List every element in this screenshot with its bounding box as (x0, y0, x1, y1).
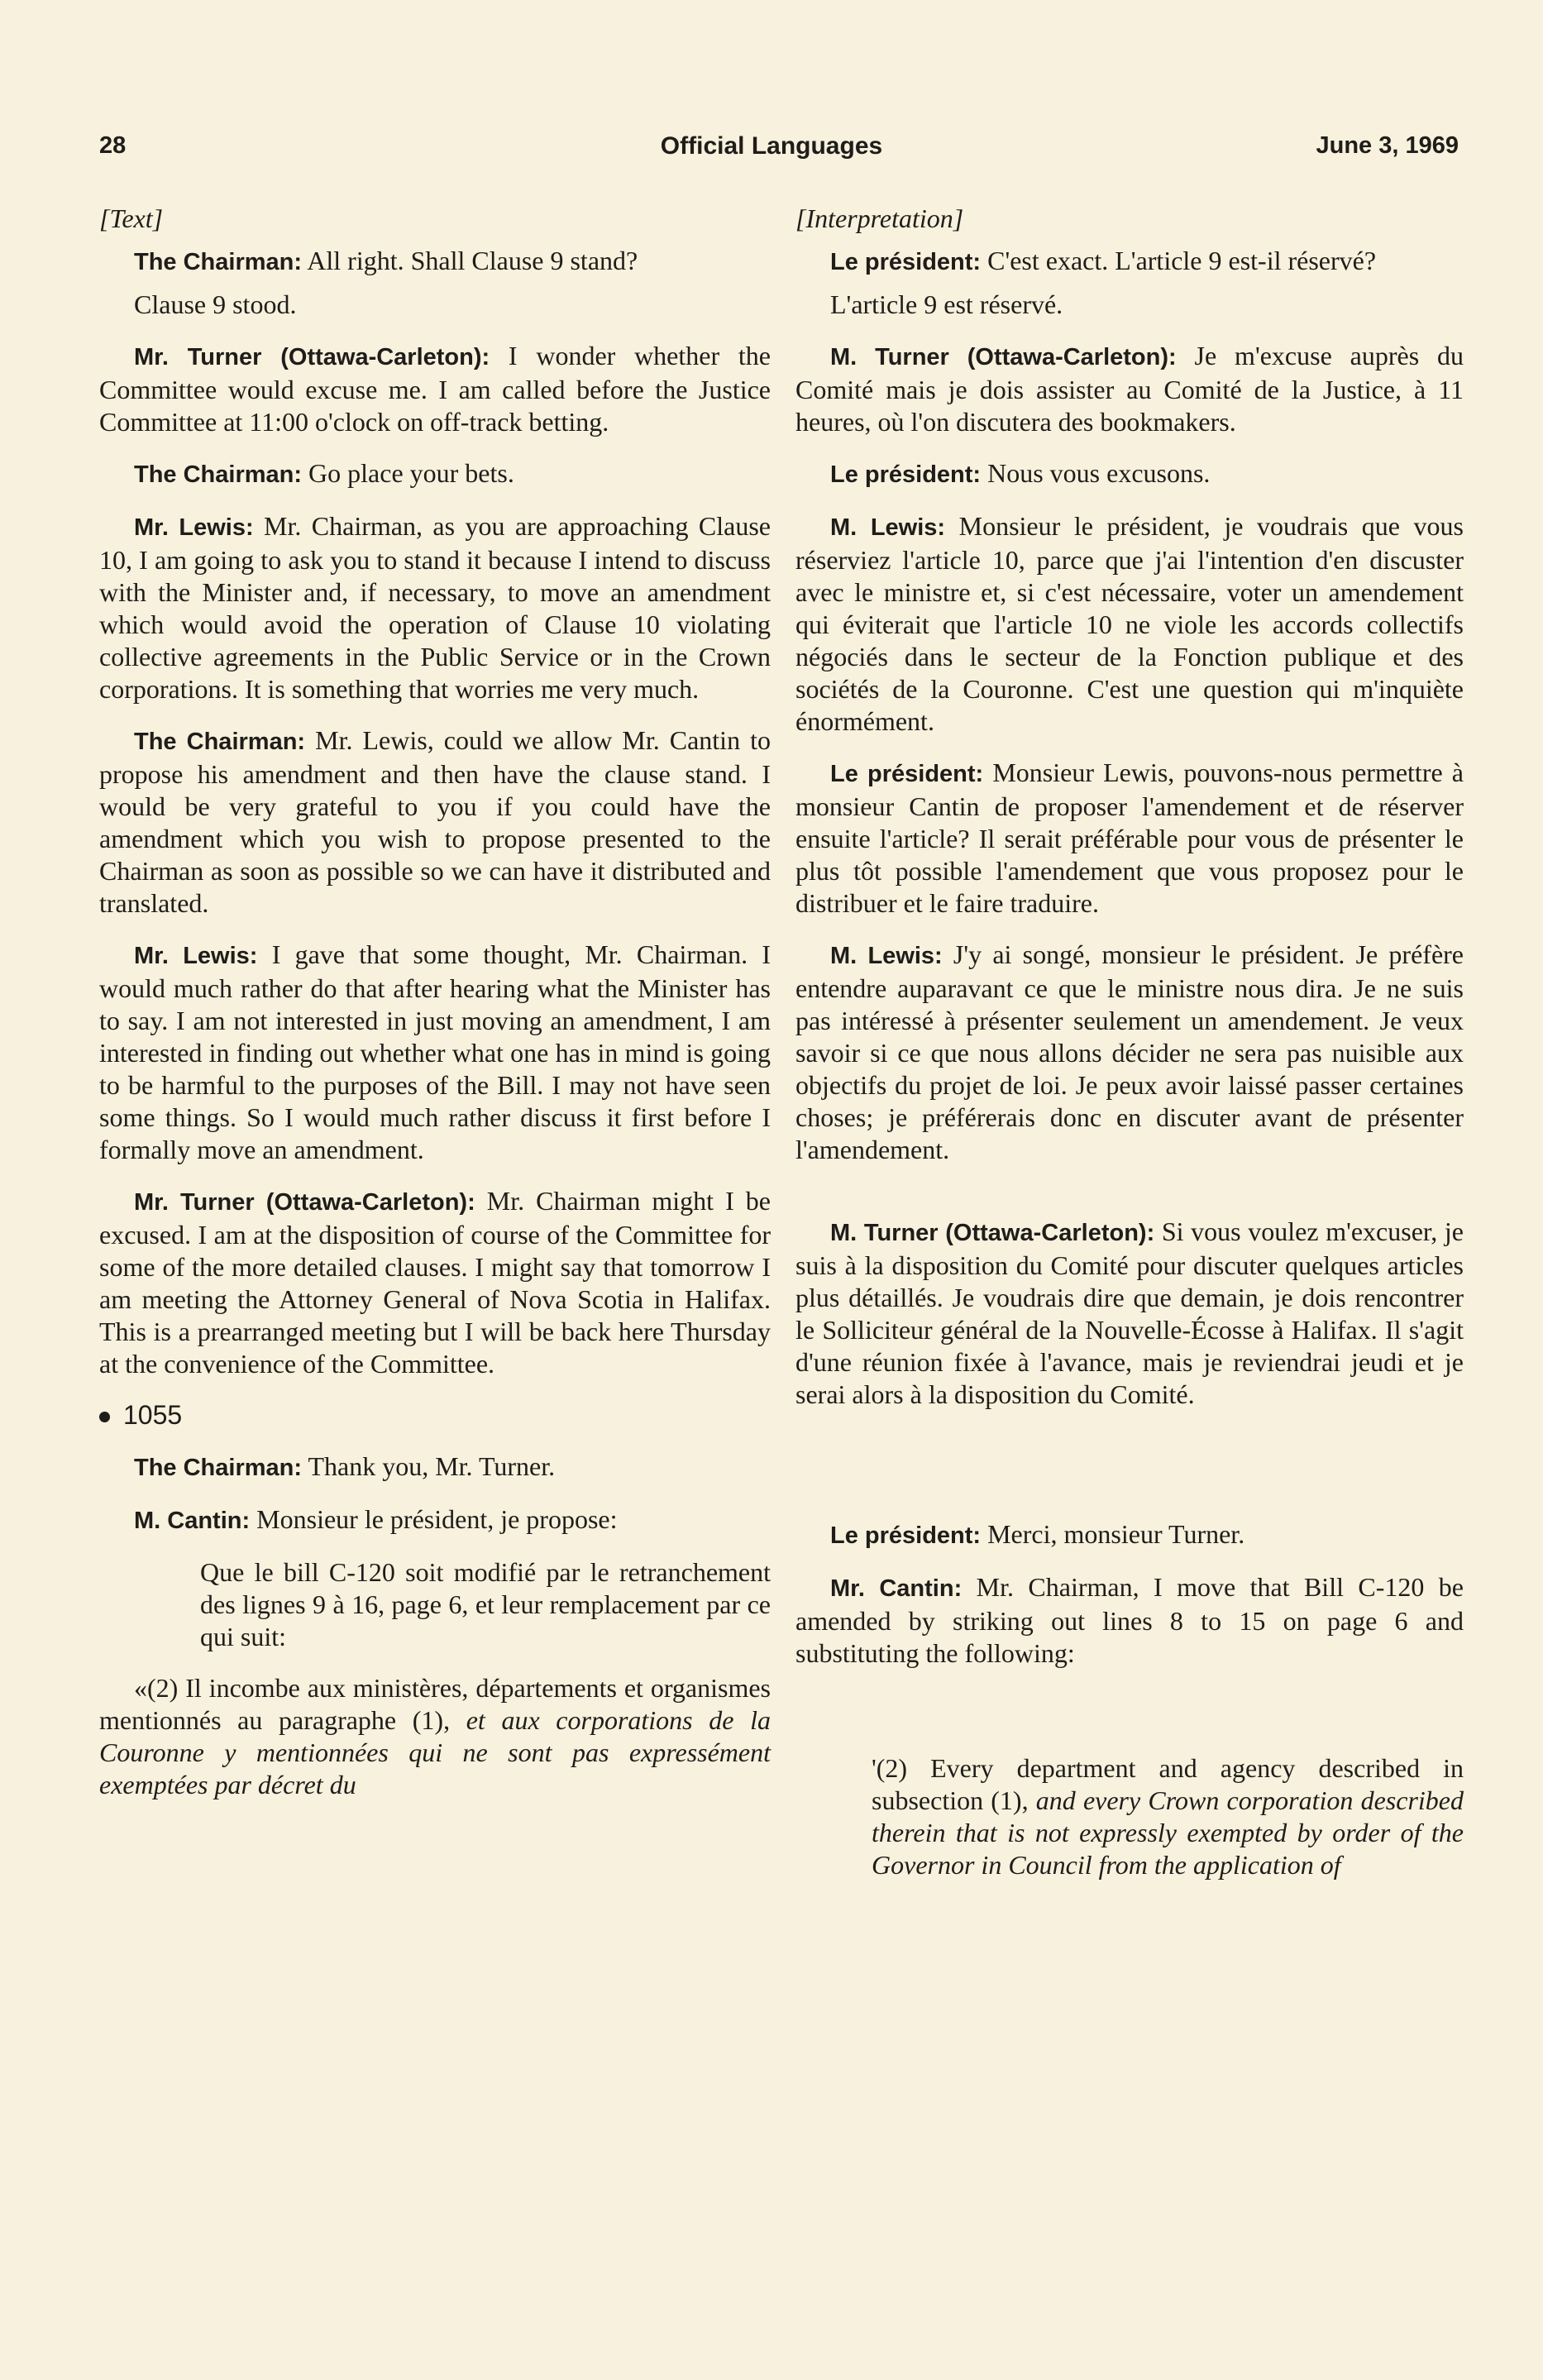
paragraph (795, 1518, 1464, 1552)
amendment-plain: «(2) Il incombe aux ministères, départements et organismes mentionnés au paragraphe (1), (99, 1673, 771, 1735)
speech-text: Thank you, Mr. Turner. (302, 1451, 556, 1481)
amendment-italic: et aux corporations de la Couronne y mentionnées qui ne sont pas expressément exemptées par décret du (99, 1705, 771, 1799)
speaker-name: The Chairman: (134, 1455, 303, 1481)
paragraph (99, 340, 771, 438)
paragraph (795, 757, 1464, 920)
speaker-name: Mr. Cantin: (830, 1575, 963, 1602)
speech-text: All right. Shall Clause 9 stand? (302, 246, 638, 275)
paragraph (795, 457, 1464, 491)
speech-text: Nous vous excusons. (981, 458, 1211, 488)
running-title: Official Languages (660, 132, 883, 160)
paragraph (99, 1503, 771, 1537)
paragraph: L'article 9 est réservé. (830, 289, 1063, 319)
speaker-name: M. Lewis: (830, 943, 943, 969)
amendment-italic: and every Crown corporation described therein that is not expressly exempted by order of the Governor in Council from the application of (872, 1785, 1464, 1880)
time-marker-text: 1055 (123, 1400, 183, 1430)
page-number: 28 (99, 132, 127, 159)
speech-text: Mr. Lewis, could we allow Mr. Cantin to propose his amendment and then have the clause stand. I would be very grateful to you if you could have the amendment which you wish to propose presented to the Chairman as soon as possible so we can have it distributed and translated. (99, 725, 772, 918)
speaker-name: The Chairman: (134, 729, 306, 755)
speech-text: Mr. Chairman might I be excused. I am at the disposition of course of the Committee for some of the more detailed clauses. I might say that tomorrow I am meeting the Attorney General of Nova Scotia in Halifax. This is a prearranged meeting but I will be back here Thursday at the convenience of the Committee. (99, 1186, 771, 1379)
paragraph (795, 1571, 1464, 1670)
speech-text: Mr. Chairman, I move that Bill C-120 be amended by striking out lines 8 to 15 on page 6 and substituting the following: (795, 1572, 1464, 1668)
paragraph (795, 340, 1464, 438)
speaker-name: Le président: (830, 761, 984, 787)
paragraph (795, 245, 1464, 279)
paragraph (99, 457, 771, 491)
paragraph (795, 939, 1464, 1166)
speaker-name: Mr. Turner (Ottawa-Carleton): (134, 344, 490, 370)
speaker-name: M. Lewis: (830, 514, 946, 541)
speech-text: I gave that some thought, Mr. Chairman. I would much rather do that after hearing what the Minister has to say. I am not interested in just moving an amendment, I am interested in finding out whether what one has in mind is going to be harmful to the purposes of the Bill. I may not have seen some things. So I would much rather discuss it first before I formally move an amendment. (99, 939, 772, 1164)
speech-text: J'y ai songé, monsieur le président. Je préfère entendre auparavant ce que le ministre nous dira. Je ne suis pas intéressé à présenter seulement un amendement. Je veux savoir si ce que nous allons décider ne sera pas nuisible aux objectifs du projet de loi. Je peux avoir laissé passer certaines choses; je préférerais donc en discuter avant de présenter l'amendement. (795, 939, 1464, 1164)
speaker-name: Le président: (830, 1522, 982, 1549)
paragraph: Clause 9 stood. (134, 289, 297, 319)
paragraph (795, 510, 1464, 738)
paragraph (99, 245, 771, 279)
speaker-name: M. Turner (Ottawa-Carleton): (830, 1220, 1155, 1246)
speaker-name: The Chairman: (134, 249, 303, 275)
speech-text: Monsieur le président, je voudrais que vous réserviez l'article 10, parce que j'ai l'intention d'en discuster avec le ministre et, si c'est nécessaire, voter un amendement qui éviterait que l'article 10 ne viole les accords collectifs négociés dans le secteur de la Fonction publique et des sociétés de la Couronne. C'est une question qui m'inquiète énormément. (795, 511, 1464, 736)
page-header (0, 132, 1543, 169)
speech-text: Mr. Chairman, as you are approaching Clause 10, I am going to ask you to stand it because I intend to discuss with the Minister and, if necessary, to move an amendment which would avoid the operation of Clause 10 violating collective agreements in the Public Service or in the Crown corporations. It is something that worries me very much. (99, 511, 772, 704)
speaker-name: Mr. Turner (Ottawa-Carleton): (134, 1189, 475, 1216)
speech-text: Je m'excuse auprès du Comité mais je dois assister au Comité de la Justice, à 11 heures, où l'on discutera des bookmakers. (795, 341, 1464, 437)
paragraph (99, 724, 771, 920)
paragraph (99, 1450, 771, 1484)
speech-text: Go place your bets. (302, 458, 514, 488)
bullet-icon (99, 1412, 110, 1422)
speaker-name: Mr. Lewis: (134, 943, 258, 969)
speaker-name: M. Cantin: (134, 1508, 251, 1534)
speaker-name: Mr. Lewis: (134, 514, 254, 541)
speaker-name: The Chairman: (134, 461, 303, 488)
header-date: June 3, 1969 (1316, 132, 1459, 159)
right-column (795, 203, 1464, 1881)
paragraph (99, 939, 771, 1166)
speaker-name: Le président: (830, 249, 982, 275)
amendment-text (99, 1672, 771, 1801)
paragraph (795, 1216, 1464, 1411)
paragraph (99, 510, 771, 705)
section-label: [Interpretation] (795, 203, 964, 233)
speech-text: Si vous voulez m'excuser, je suis à la disposition du Comité pour discuter quelques articles plus détaillés. Je voudrais dire que demain, je dois rencontrer le Solliciteur général de la Nouvelle-Écosse à Halifax. Il s'agit d'une réunion fixée à l'avance, mais je reviendrai jeudi et je serai alors à la disposition du Comité. (795, 1216, 1464, 1409)
speaker-name: Le président: (830, 461, 982, 488)
section-label: [Text] (99, 203, 164, 233)
speech-text: Monsieur le président, je propose: (250, 1504, 618, 1534)
speech-text: I wonder whether the Committee would excuse me. I am called before the Justice Committee at 11:00 o'clock on off-track betting. (99, 341, 771, 437)
amendment-plain: '(2) Every department and agency described in subsection (1), (872, 1753, 1464, 1815)
speech-text: Merci, monsieur Turner. (981, 1519, 1245, 1549)
time-marker (99, 1399, 771, 1431)
motion-quote: Que le bill C-120 soit modifié par le retranchement des lignes 9 à 16, page 6, et leur remplacement par ce qui suit: (200, 1557, 771, 1651)
paragraph (99, 1185, 771, 1380)
speech-text: Monsieur Lewis, pouvons-nous permettre à monsieur Cantin de proposer l'amendement et de réserver ensuite l'article? Il serait préférable pour vous de présenter le plus tôt possible l'amendement que vous proposez pour le distribuer et le faire traduire. (795, 757, 1464, 918)
speech-text: C'est exact. L'article 9 est-il réservé? (981, 246, 1377, 275)
left-column (99, 203, 771, 1801)
speaker-name: M. Turner (Ottawa-Carleton): (830, 344, 1177, 370)
amendment-text (795, 1752, 1464, 1881)
